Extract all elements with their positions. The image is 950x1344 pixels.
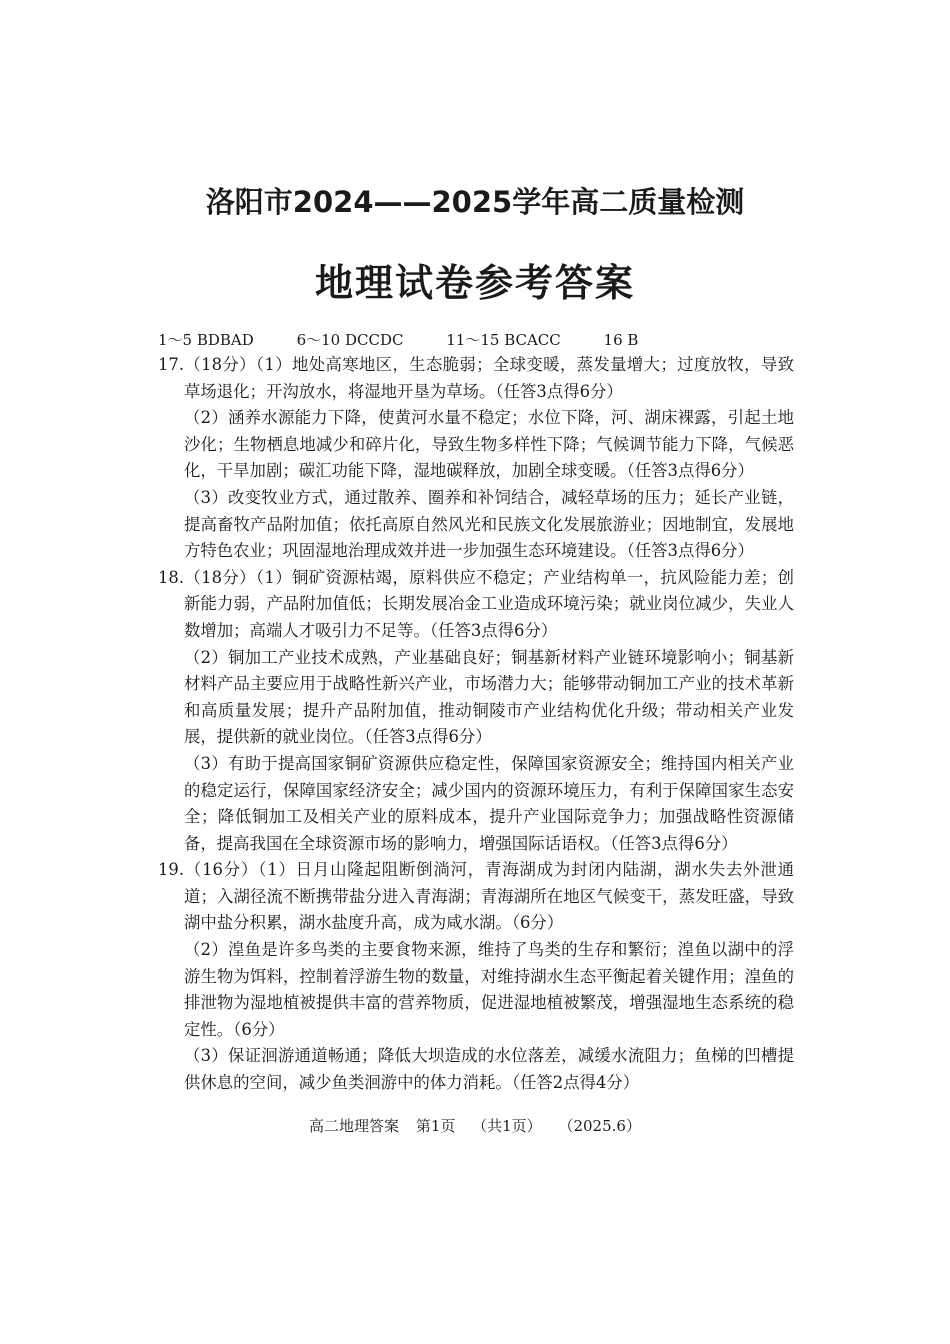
choice-answer-group: 1～5 BDBAD: [158, 331, 254, 349]
question-17-part-2: （2）涵养水源能力下降，使黄河水量不稳定；水位下降，河、湖床裸露，引起土地沙化；生物栖息地减少和碎片化，导致生物多样性下降；气候调节能力下降，气候恶化，干旱加剧；碳汇功能下降，湿地碳释放，加剧全球变暖。（任答3点得6分）: [184, 408, 794, 481]
answer-text: （1）地处高寒地区，生态脆弱；全球变暖，蒸发量增大；过度放牧，导致草场退化；开沟放水，将湿地开垦为草场。（任答3点得6分）: [184, 355, 794, 401]
page-footer: [0, 1114, 950, 1138]
answer-text: （1）铜矿资源枯竭，原料供应不稳定；产业结构单一，抗风险能力差；创新能力弱，产品附加值低；长期发展冶金工业造成环境污染；就业岗位减少，失业人数增加；高端人才吸引力不足等。（任答3点得6分）: [184, 567, 794, 640]
answer-text: （1）日月山隆起阻断倒淌河，青海湖成为封闭内陆湖，湖水失去外泄通道；入湖径流不断携带盐分进入青海湖；青海湖所在地区气候变干，蒸发旺盛，导致湖中盐分积累，湖水盐度升高，成为咸水湖。（6分）: [184, 860, 794, 933]
answer-key-title: 地理试卷参考答案: [314, 261, 635, 305]
choice-answer-group: 11～15 BCACC: [446, 331, 561, 349]
question-19-head: 19.（16分）: [158, 860, 259, 880]
answer-content: [158, 352, 794, 1097]
question-18-head: 18.（18分）: [158, 567, 256, 587]
exam-title: 洛阳市2024——2025学年高二质量检测: [205, 185, 745, 219]
question-19-part-1: [158, 857, 794, 937]
choice-answers: [158, 327, 676, 353]
question-18: [158, 565, 794, 858]
choice-answer-group: 16 B: [603, 331, 639, 349]
question-19: [158, 857, 794, 1096]
question-17-part-1: [158, 352, 794, 405]
choice-answer-group: 6～10 DCCDC: [296, 331, 404, 349]
footer-label: 高二地理答案: [309, 1117, 400, 1135]
footer-page-number: 第1页: [415, 1117, 456, 1135]
question-18-part-1: [158, 565, 794, 645]
question-17-part-3: （3）改变牧业方式，通过散养、圈养和补饲结合，减轻草场的压力；延长产业链，提高畜牧产品附加值；依托高原自然风光和民族文化发展旅游业；因地制宜，发展地方特色农业；巩固湿地治理成效并进一步加强生态环境建设。（任答3点得6分）: [184, 487, 794, 561]
question-18-part-3: （3）有助于提高国家铜矿资源供应稳定性，保障国家资源安全；维持国内相关产业的稳定运行，保障国家经济安全；减少国内的资源环境压力，有利于保障国家生态安全；降低铜加工及相关产业的原料成本，提升产业国际竞争力；加强战略性资源储备，提高我国在全球资源市场的影响力，增强国际话语权。（任答3点得6分）: [184, 753, 794, 853]
question-19-part-2: （2）湟鱼是许多鸟类的主要食物来源，维持了鸟类的生存和繁衍；湟鱼以湖中的浮游生物为饵料，控制着浮游生物的数量，对维持湖水生态平衡起着关键作用；湟鱼的排泄物为湿地植被提供丰富的营养物质，促进湿地植被繁茂，增强湿地生态系统的稳定性。（6分）: [184, 940, 794, 1039]
footer-date: （2025.6）: [558, 1117, 641, 1135]
question-17-head: 17.（18分）: [158, 355, 256, 374]
question-19-part-3: （3）保证洄游通道畅通；降低大坝造成的水位落差，减缓水流阻力；鱼梯的凹槽提供休息的空间，减少鱼类洄游中的体力消耗。（任答2点得4分）: [184, 1046, 794, 1093]
question-17: [158, 352, 794, 565]
footer-page-total: （共1页）: [472, 1117, 542, 1135]
question-18-part-2: （2）铜加工产业技术成熟，产业基础良好；铜基新材料产业链环境影响小；铜基新材料产品主要应用于战略性新兴产业，市场潜力大；能够带动铜加工产业的技术革新和高质量发展；提升产品附加值，推动铜陵市产业结构优化升级；带动相关产业发展，提供新的就业岗位。（任答3点得6分）: [184, 647, 794, 747]
